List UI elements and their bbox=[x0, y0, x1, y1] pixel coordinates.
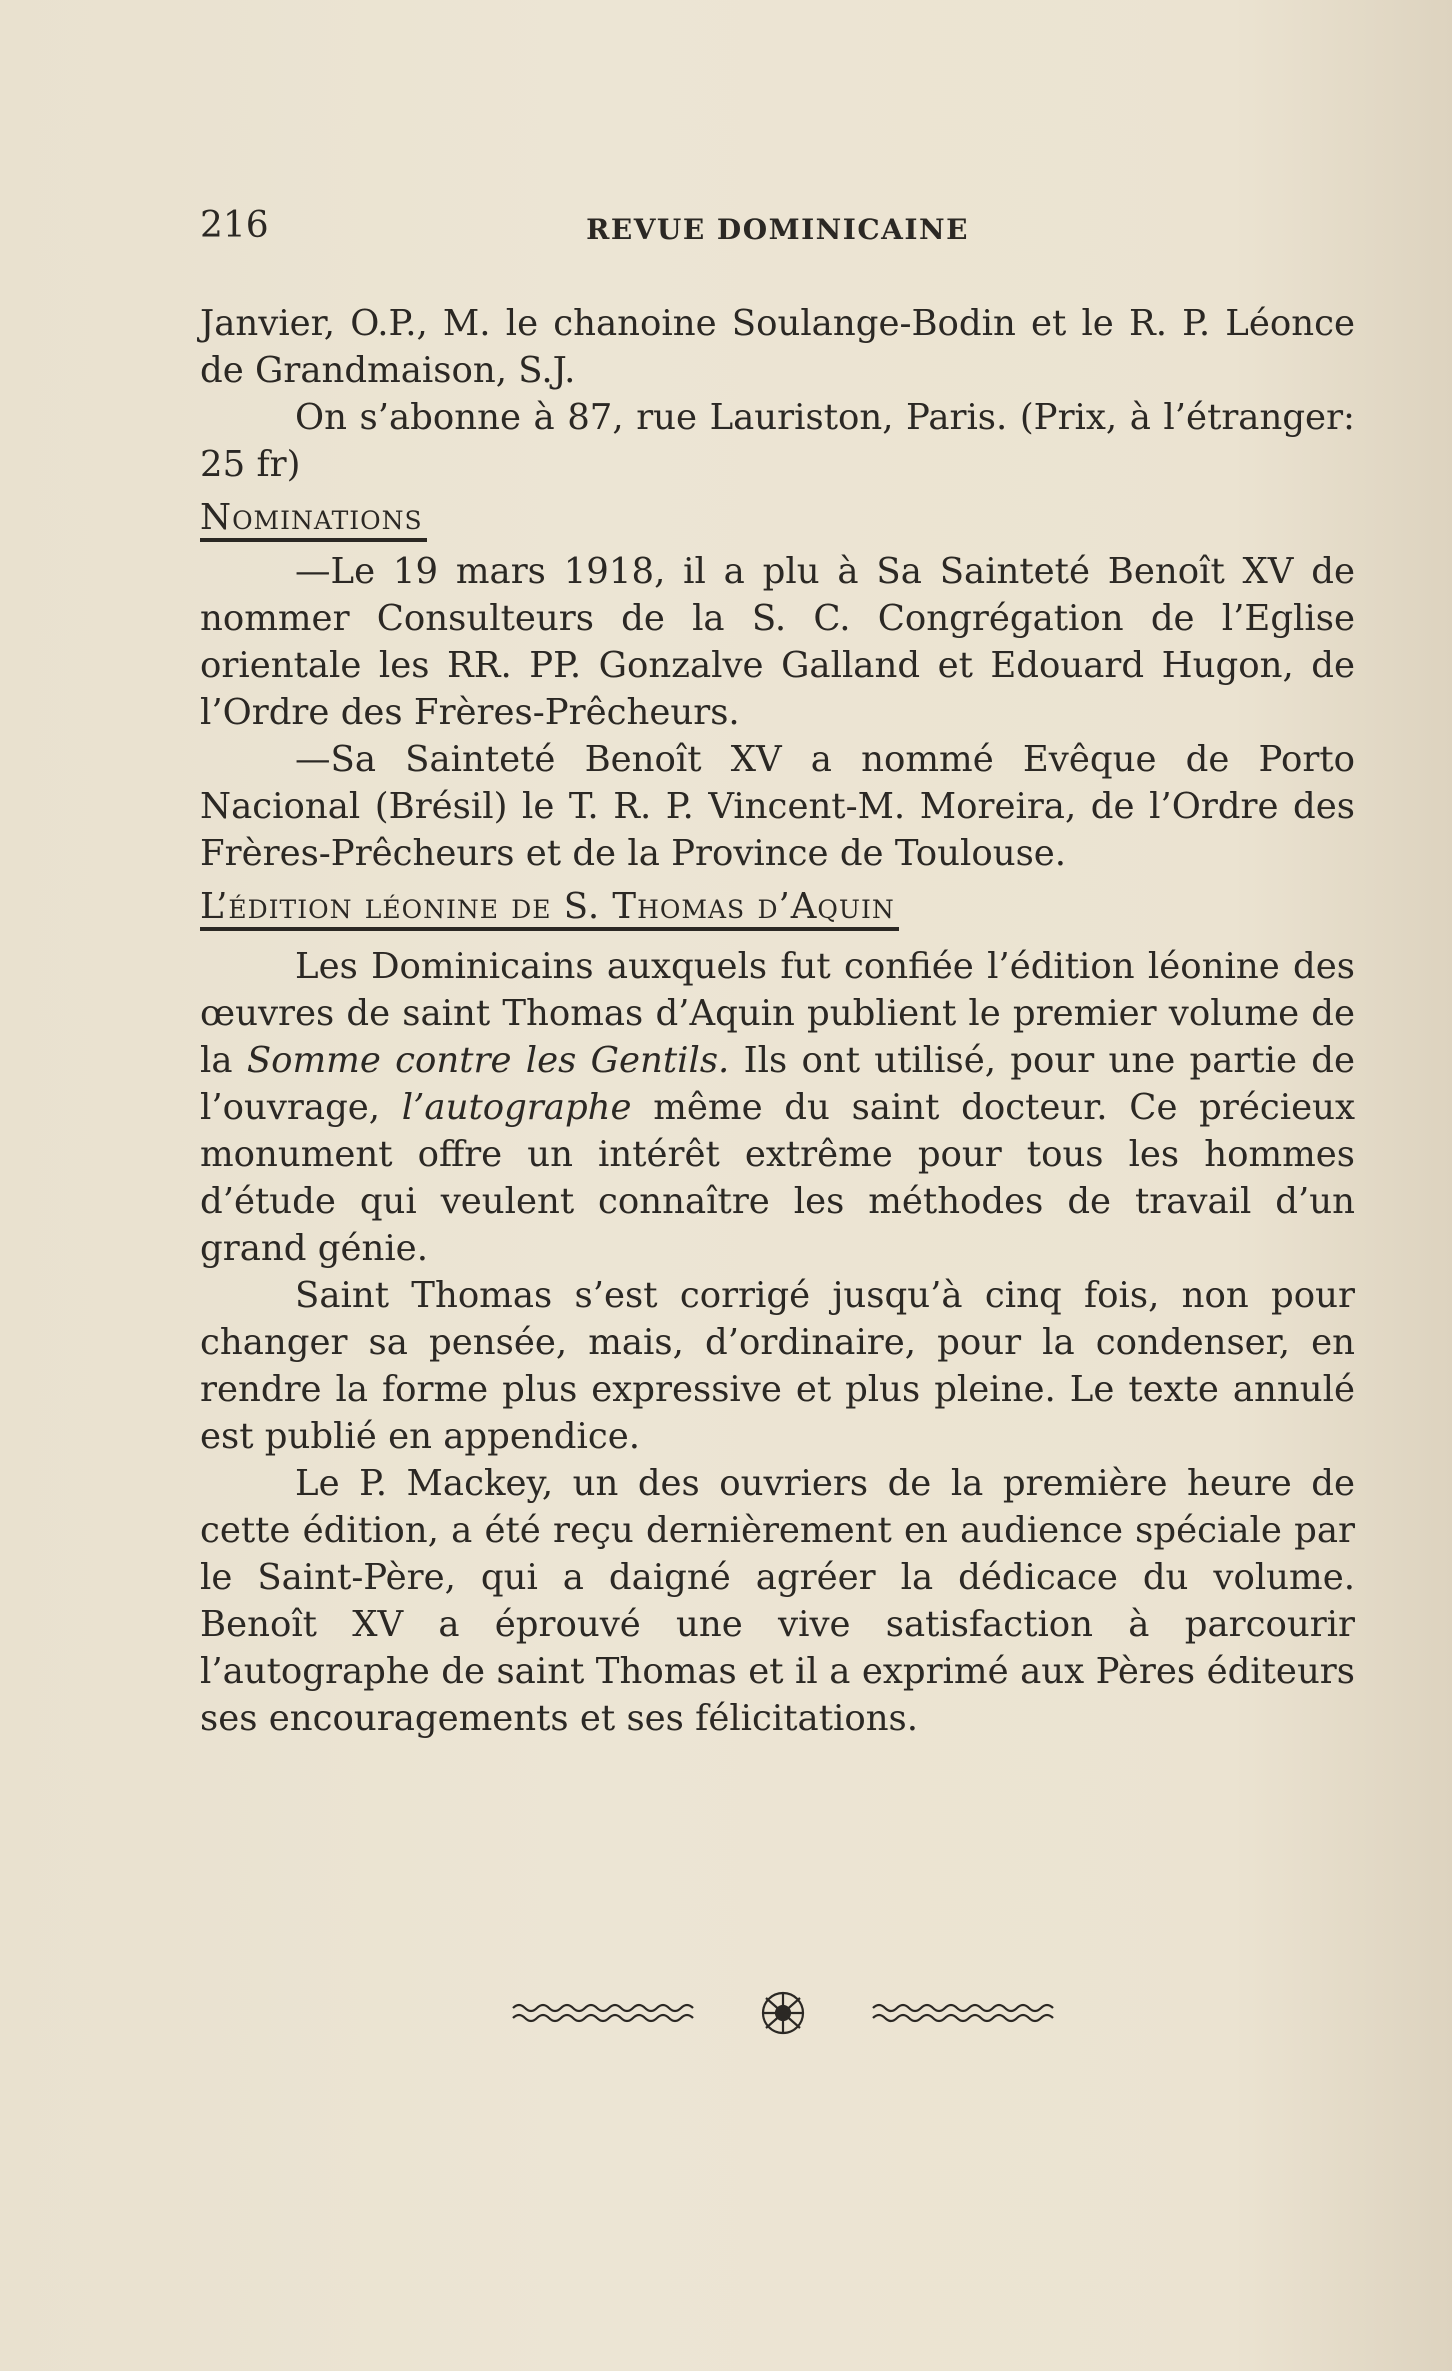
text-run: même du saint docteur. Ce précieux monument offre un intérêt extrême pour tous les hommes d’étude qui veulent connaître les méthodes de travail d’un grand génie. bbox=[200, 1087, 1355, 1269]
paragraph-leonine-3: Le P. Mackey, un des ouvriers de la première heure de cette édition, a été reçu dernièrement en audience spéciale par le Saint-Père, qui a daigné agréer la dédicace du volume. Benoît XV a éprouvé une vive satisfaction à parcourir l’autographe de saint Thomas et il a exprimé aux Pères éditeurs ses encouragements et ses félicitations. bbox=[200, 1463, 1355, 1739]
paragraph-subscription: On s’abonne à 87, rue Lauriston, Paris. (Prix, à l’étranger: 25 fr) bbox=[200, 397, 1355, 485]
heading-text: L’édition léonine de S. Thomas d’Aquin bbox=[200, 887, 899, 931]
text-run: Les Dominicains auxquels fut confiée l’édition léonine des œuvres de saint Thomas d’Aquin publient le premier volume de la bbox=[200, 946, 1355, 1081]
paragraph-nomination-1: —Le 19 mars 1918, il a plu à Sa Sainteté Benoît XV de nommer Consulteurs de la S. C. Congrégation de l’Eglise orientale les RR. PP. Gonzalve Galland et Edouard Hugon, de l’Ordre des Frères-Prêcheurs. bbox=[200, 551, 1355, 733]
paragraph-leonine-2: Saint Thomas s’est corrigé jusqu’à cinq fois, non pour changer sa pensée, mais, d’ordinaire, pour la condenser, en rendre la forme plus expressive et plus pleine. Le texte annulé est publié en appendice. bbox=[200, 1275, 1355, 1457]
article-body bbox=[200, 300, 1355, 1742]
paragraph-leonine-1 bbox=[200, 943, 1355, 1272]
section-heading-leonine bbox=[200, 883, 1355, 931]
italic-title: Somme contre les Gentils. bbox=[246, 1040, 730, 1081]
italic-term: l’autographe bbox=[401, 1087, 632, 1128]
floral-divider-icon bbox=[508, 1988, 1058, 2038]
paragraph-continuation: Janvier, O.P., M. le chanoine Soulange-Bodin et le R. P. Léonce de Grandmaison, S.J. bbox=[200, 303, 1355, 391]
page-number: 216 bbox=[200, 205, 269, 246]
text-run: Ils ont utilisé, pour une partie de l’ouvrage, bbox=[200, 1040, 1356, 1128]
page-header bbox=[200, 205, 1355, 265]
paragraph-nomination-2: —Sa Sainteté Benoît XV a nommé Evêque de Porto Nacional (Brésil) le T. R. P. Vincent-M. Moreira, de l’Ordre des Frères-Prêcheurs et de la Province de Toulouse. bbox=[200, 739, 1355, 874]
section-heading-nominations bbox=[200, 494, 1355, 542]
running-title: REVUE DOMINICAINE bbox=[586, 213, 969, 246]
heading-text: Nominations bbox=[200, 498, 427, 542]
